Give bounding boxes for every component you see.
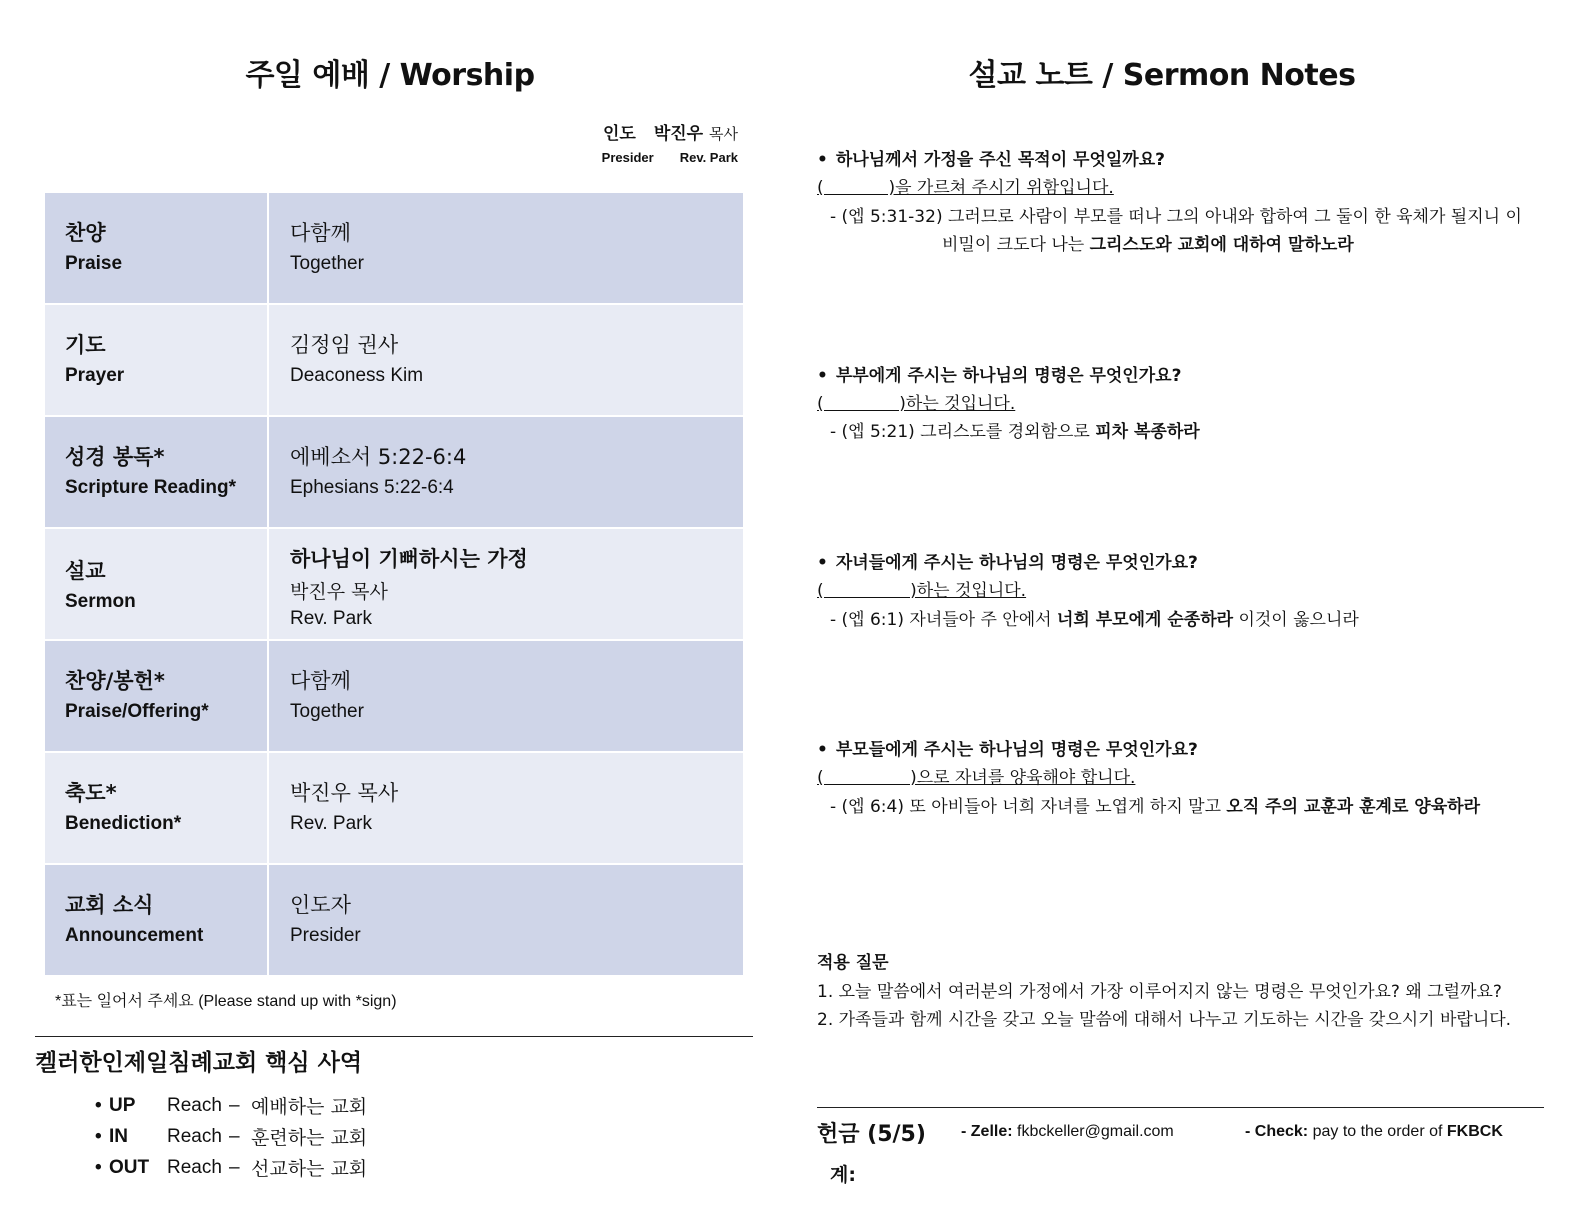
program-label-en: Scripture Reading* (65, 477, 237, 498)
note-verse-1b: 비밀이 크도다 나는 그리스도와 교회에 대하여 말하노라 (942, 235, 1354, 255)
note-answer-blank-4: ( )으로 자녀를 양육해야 합니다. (817, 768, 1136, 788)
presider-name-en: Rev. Park (679, 150, 738, 165)
list-item: • OUT Reach – 선교하는 교회 (95, 1152, 367, 1183)
ministry-desc: 선교하는 교회 (251, 1158, 368, 1180)
program-label-en: Sermon (65, 591, 136, 612)
ministry-reach: Reach (167, 1094, 222, 1116)
program-label-ko: 성경 봉독* (65, 445, 165, 469)
program-row-benediction (45, 753, 743, 865)
presider-block (602, 119, 738, 165)
program-label-ko: 찬양 (65, 221, 106, 245)
program-row-sermon (45, 529, 743, 641)
note-question-4: • 부모들에게 주시는 하나님의 명령은 무엇인가요? (817, 740, 1198, 760)
note-verse-2: - (엡 5:21) 그리스도를 경외함으로 피차 복종하라 (830, 422, 1200, 442)
program-value-en: Ephesians 5:22-6:4 (290, 477, 454, 498)
account-label: 계: (830, 1164, 856, 1186)
note-answer-blank-2: ( )하는 것입니다. (817, 394, 1016, 414)
presider-label-en: Presider (601, 150, 654, 165)
program-value-en: Rev. Park (290, 608, 373, 629)
program-value-en: Together (290, 253, 364, 274)
divider (817, 1107, 1544, 1108)
note-question-3: • 자녀들에게 주시는 하나님의 명령은 무엇인가요? (817, 553, 1198, 573)
program-label-en: Announcement (65, 925, 204, 946)
program-label-en: Prayer (65, 365, 125, 386)
worship-program-table (45, 193, 743, 977)
presider-korean (602, 119, 738, 144)
application-title: 적용 질문 (817, 953, 889, 973)
program-label-en: Praise/Offering* (65, 701, 209, 722)
presider-label-ko: 인도 (602, 124, 636, 144)
program-row-prayer (45, 305, 743, 417)
application-question-2: 2. 가족들과 함께 시간을 갖고 오늘 말씀에 대해서 나누고 기도하는 시간을 갖으시기 바랍니다. (817, 1010, 1512, 1030)
offering-title: 헌금 (5/5) (817, 1122, 926, 1147)
ministry-desc: 예배하는 교회 (251, 1096, 368, 1118)
divider (35, 1036, 753, 1037)
program-value-ko: 에베소서 5:22-6:4 (290, 445, 467, 469)
program-value-ko: 김정임 권사 (290, 333, 399, 357)
program-value-ko: 다함께 (290, 221, 351, 245)
ministry-dash: – (229, 1125, 240, 1147)
ministry-code: UP (109, 1094, 136, 1116)
note-verse-1a: - (엡 5:31-32) 그러므로 사람이 부모를 떠나 그의 아내와 합하여 그 둘이 한 육체가 될지니 이 (830, 207, 1522, 227)
list-item: • UP Reach – 예배하는 교회 (95, 1090, 367, 1121)
program-value-ko: 박진우 목사 (290, 781, 399, 805)
program-row-offering (45, 641, 743, 753)
ministry-list (95, 1090, 367, 1183)
program-value-ko: 다함께 (290, 669, 351, 693)
program-label-en: Praise (65, 253, 123, 274)
program-value-en: Rev. Park (290, 813, 373, 834)
offering-check: - Check: pay to the order of FKBCK (1245, 1123, 1503, 1140)
program-value-ko: 인도자 (290, 893, 351, 917)
ministry-reach: Reach (167, 1156, 222, 1178)
ministry-dash: – (229, 1094, 240, 1116)
presider-name-ko: 박진우 (653, 124, 704, 144)
ministry-code: IN (109, 1125, 128, 1147)
program-label-ko: 찬양/봉헌* (65, 669, 165, 693)
stand-up-note: *표는 일어서 주세요 (Please stand up with *sign) (55, 993, 397, 1010)
note-question-2: • 부부에게 주시는 하나님의 명령은 무엇인가요? (817, 366, 1182, 386)
note-verse-3: - (엡 6:1) 자녀들아 주 안에서 너희 부모에게 순종하라 이것이 옳으니라 (830, 610, 1359, 630)
sermon-title: 하나님이 기뻐하시는 가정 (290, 547, 528, 571)
presider-english (602, 150, 738, 165)
program-label-en: Benediction* (65, 813, 182, 834)
program-row-praise (45, 193, 743, 305)
ministry-code: OUT (109, 1156, 150, 1178)
offering-zelle: - Zelle: fkbckeller@gmail.com (961, 1123, 1174, 1140)
program-row-announcement (45, 865, 743, 977)
program-label-ko: 축도* (65, 781, 117, 805)
ministry-desc: 훈련하는 교회 (251, 1127, 368, 1149)
sermon-notes-title: 설교 노트 / Sermon Notes (968, 58, 1356, 93)
ministry-reach: Reach (167, 1125, 222, 1147)
program-value-ko: 박진우 목사 (290, 581, 388, 603)
note-question-1: • 하나님께서 가정을 주신 목적이 무엇일까요? (817, 150, 1166, 170)
note-answer-blank-1: ( )을 가르쳐 주시기 위함입니다. (817, 178, 1114, 198)
program-value-en: Deaconess Kim (290, 365, 424, 386)
ministry-dash: – (229, 1156, 240, 1178)
application-question-1: 1. 오늘 말씀에서 여러분의 가정에서 가장 이루어지지 않는 명령은 무엇인가요? 왜 그럴까요? (817, 982, 1502, 1002)
program-label-ko: 기도 (65, 333, 106, 357)
program-value-en: Presider (290, 925, 361, 946)
presider-title-ko: 목사 (709, 125, 738, 143)
list-item: • IN Reach – 훈련하는 교회 (95, 1121, 367, 1152)
program-label-ko: 설교 (65, 559, 106, 583)
program-value-en: Together (290, 701, 364, 722)
note-answer-blank-3: ( )하는 것입니다. (817, 581, 1027, 601)
program-label-ko: 교회 소식 (65, 893, 154, 917)
program-row-scripture (45, 417, 743, 529)
ministry-title: 켈러한인제일침례교회 핵심 사역 (35, 1050, 363, 1076)
note-verse-4: - (엡 6:4) 또 아비들아 너희 자녀를 노엽게 하지 말고 오직 주의 교훈과 훈계로 양육하라 (830, 797, 1480, 817)
worship-title: 주일 예배 / Worship (245, 58, 535, 93)
